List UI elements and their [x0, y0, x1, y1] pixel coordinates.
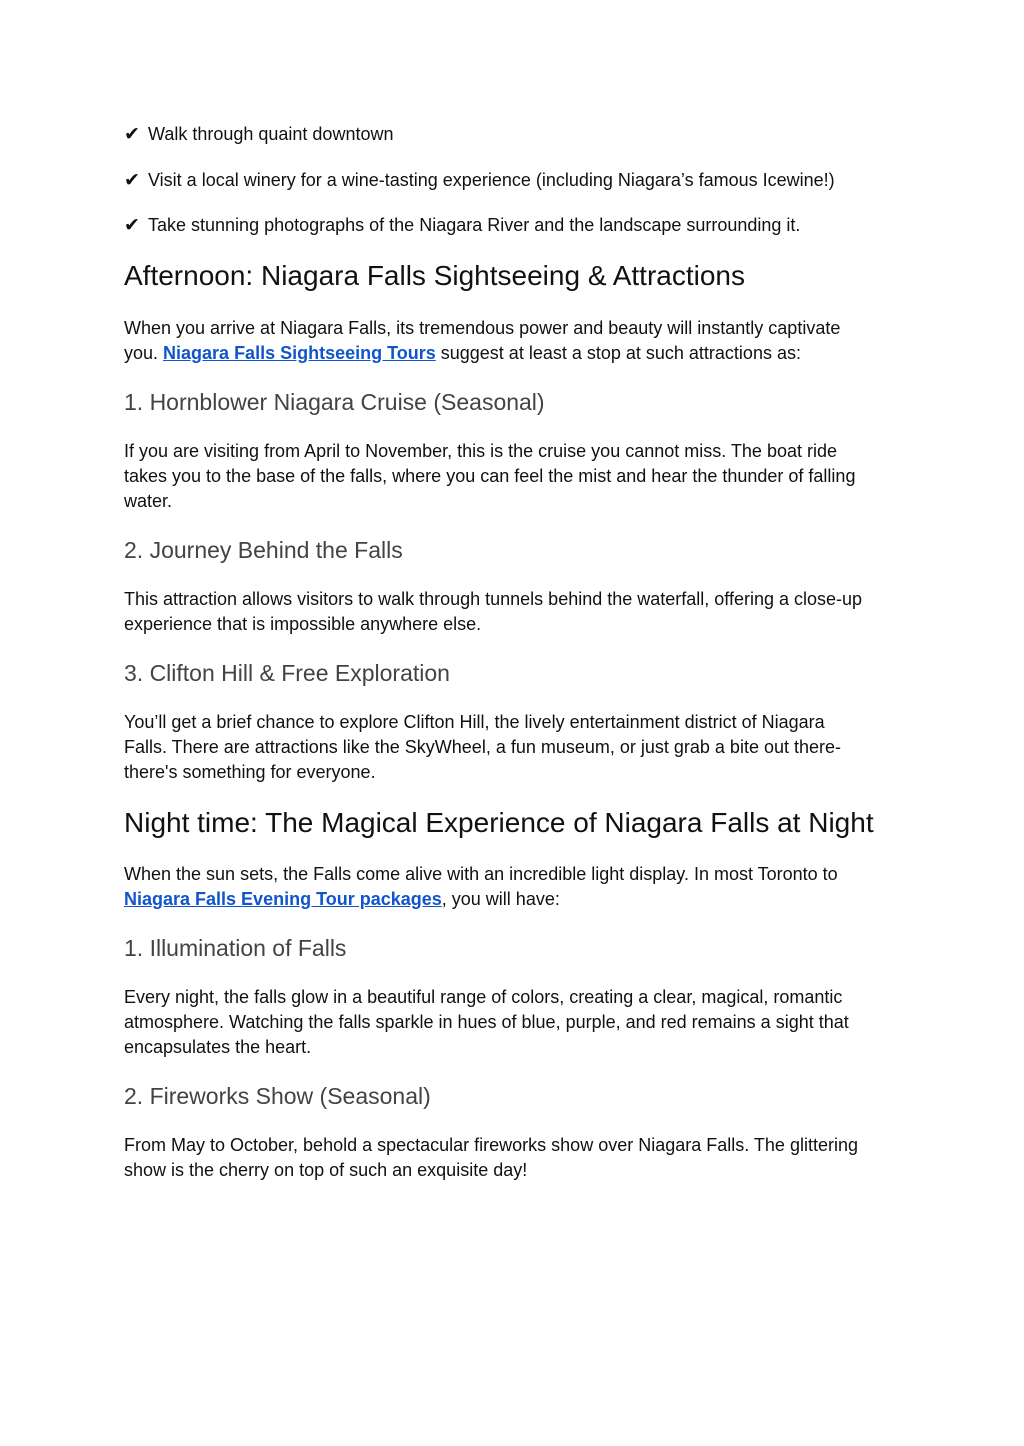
section-subheading: 3. Clifton Hill & Free Exploration — [124, 660, 450, 686]
checklist-text: Walk through quaint downtown — [148, 124, 394, 144]
paragraph-line: atmosphere. Watching the falls sparkle in hues of blue, purple, and red remains a sight that — [124, 1012, 849, 1032]
intro-suffix: , you will have: — [441, 889, 560, 909]
section-paragraph — [124, 985, 904, 1060]
paragraph-line: If you are visiting from April to November, this is the cruise you cannot miss. The boat ride — [124, 441, 837, 461]
paragraph-line: encapsulates the heart. — [124, 1037, 312, 1057]
checklist-text: Visit a local winery for a wine-tasting experience (including Niagara’s famous Icewine!) — [148, 170, 835, 190]
section-subheading: 1. Illumination of Falls — [124, 935, 347, 961]
section-subheading: 2. Journey Behind the Falls — [124, 537, 403, 563]
checklist-item — [124, 168, 904, 193]
sightseeing-tours-link[interactable]: Niagara Falls Sightseeing Tours — [163, 343, 436, 363]
paragraph-line: This attraction allows visitors to walk through tunnels behind the waterfall, offering a close-up — [124, 589, 863, 609]
night-heading: Night time: The Magical Experience of Niagara Falls at Night — [124, 807, 874, 838]
checklist-item — [124, 213, 904, 238]
checklist-text: Take stunning photographs of the Niagara River and the landscape surrounding it. — [148, 215, 801, 235]
paragraph-line: From May to October, behold a spectacular fireworks show over Niagara Falls. The glittering — [124, 1135, 858, 1155]
night-intro-line: When the sun sets, the Falls come alive with an incredible light display. In most Toronto to — [124, 864, 838, 884]
section-paragraph — [124, 710, 904, 785]
paragraph-line: You’ll get a brief chance to explore Clifton Hill, the lively entertainment district of Niagara — [124, 712, 825, 732]
checkmark-icon: ✔ — [124, 169, 140, 191]
checklist-item — [124, 122, 904, 147]
afternoon-intro-line: When you arrive at Niagara Falls, its tremendous power and beauty will instantly captivate — [124, 318, 841, 338]
paragraph-line: experience that is impossible anywhere else. — [124, 614, 482, 634]
section-paragraph — [124, 1133, 904, 1183]
paragraph-line: takes you to the base of the falls, where you can feel the mist and hear the thunder of falling — [124, 466, 856, 486]
night-intro — [124, 862, 904, 912]
paragraph-line: water. — [124, 491, 173, 511]
checkmark-icon: ✔ — [124, 123, 140, 145]
paragraph-line: there's something for everyone. — [124, 762, 376, 782]
night-intro-line — [124, 887, 904, 912]
afternoon-intro-line — [124, 341, 904, 366]
intro-suffix: suggest at least a stop at such attractions as: — [435, 343, 801, 363]
paragraph-line: Falls. There are attractions like the SkyWheel, a fun museum, or just grab a bite out there- — [124, 737, 842, 757]
section-paragraph — [124, 587, 904, 637]
afternoon-heading: Afternoon: Niagara Falls Sightseeing & Attractions — [124, 260, 746, 291]
checkmark-icon: ✔ — [124, 214, 140, 236]
section-paragraph — [124, 439, 904, 514]
paragraph-line: Every night, the falls glow in a beautiful range of colors, creating a clear, magical, romantic — [124, 987, 843, 1007]
paragraph-line: show is the cherry on top of such an exquisite day! — [124, 1160, 528, 1180]
section-subheading: 2. Fireworks Show (Seasonal) — [124, 1083, 431, 1109]
afternoon-intro — [124, 316, 904, 366]
section-subheading: 1. Hornblower Niagara Cruise (Seasonal) — [124, 389, 545, 415]
intro-prefix: you. — [124, 343, 164, 363]
evening-tour-link[interactable]: Niagara Falls Evening Tour packages — [124, 889, 442, 909]
